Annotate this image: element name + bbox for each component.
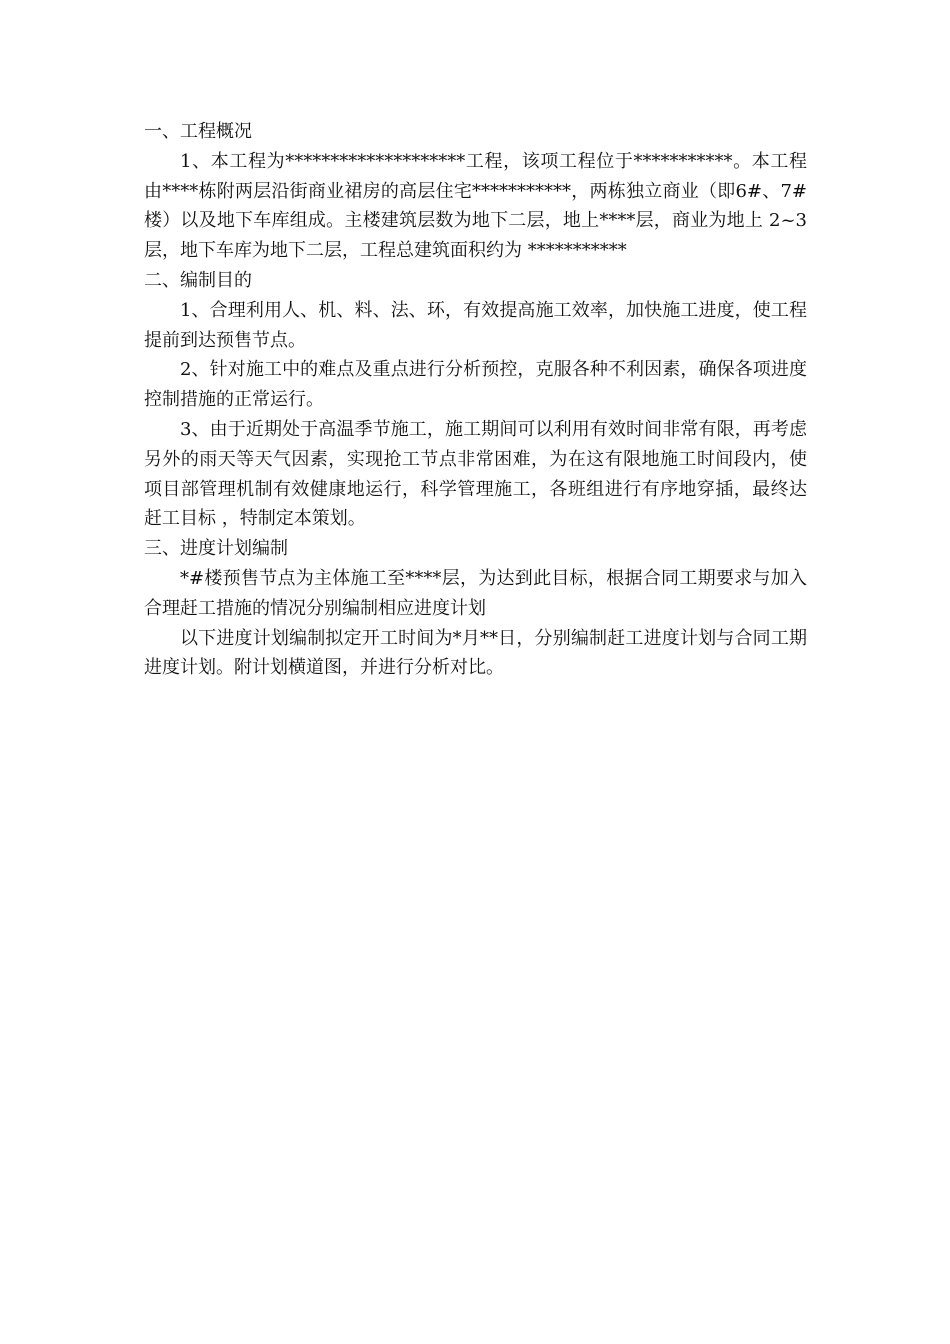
document-body <box>144 117 807 683</box>
paragraph-schedule-1: *#楼预售节点为主体施工至****层，为达到此目标，根据合同工期要求与加入合理赶工措施的情况分别编制相应进度计划 <box>144 567 807 619</box>
paragraph-purpose-1: 1、合理利用人、机、料、法、环，有效提高施工效率，加快施工进度，使工程提前到达预售节点。 <box>144 299 807 351</box>
section-heading-overview: 一、工程概况 <box>144 121 252 142</box>
section-heading-purpose: 二、编制目的 <box>144 269 252 291</box>
paragraph-purpose-3: 3、由于近期处于高温季节施工，施工期间可以利用有效时间非常有限，再考虑另外的雨天等天气因素，实现抢工节点非常困难，为在这有限地施工时间段内，使项目部管理机制有效健康地运行，科学管理施工，各班组进行有序地穿插，最终达赶工目标 ，特制定本策划。 <box>144 418 807 530</box>
paragraph-overview-1: 1、本工程为********************工程，该项工程位于***********。本工程由****栋附两层沿街商业裙房的高层住宅***********，两栋独立商业（即6#、7#楼）以及地下车库组成。主楼建筑层数为地下二层，地上****层，商业为地上 2~3 层，地下车库为地下二层，工程总建筑面积约为 *********** <box>144 150 807 262</box>
section-heading-schedule: 三、进度计划编制 <box>144 538 288 560</box>
paragraph-schedule-2: 以下进度计划编制拟定开工时间为*月**日，分别编制赶工进度计划与合同工期进度计划。附计划横道图，并进行分析对比。 <box>144 627 807 679</box>
paragraph-purpose-2: 2、针对施工中的难点及重点进行分析预控，克服各种不利因素，确保各项进度控制措施的正常运行。 <box>144 359 807 411</box>
